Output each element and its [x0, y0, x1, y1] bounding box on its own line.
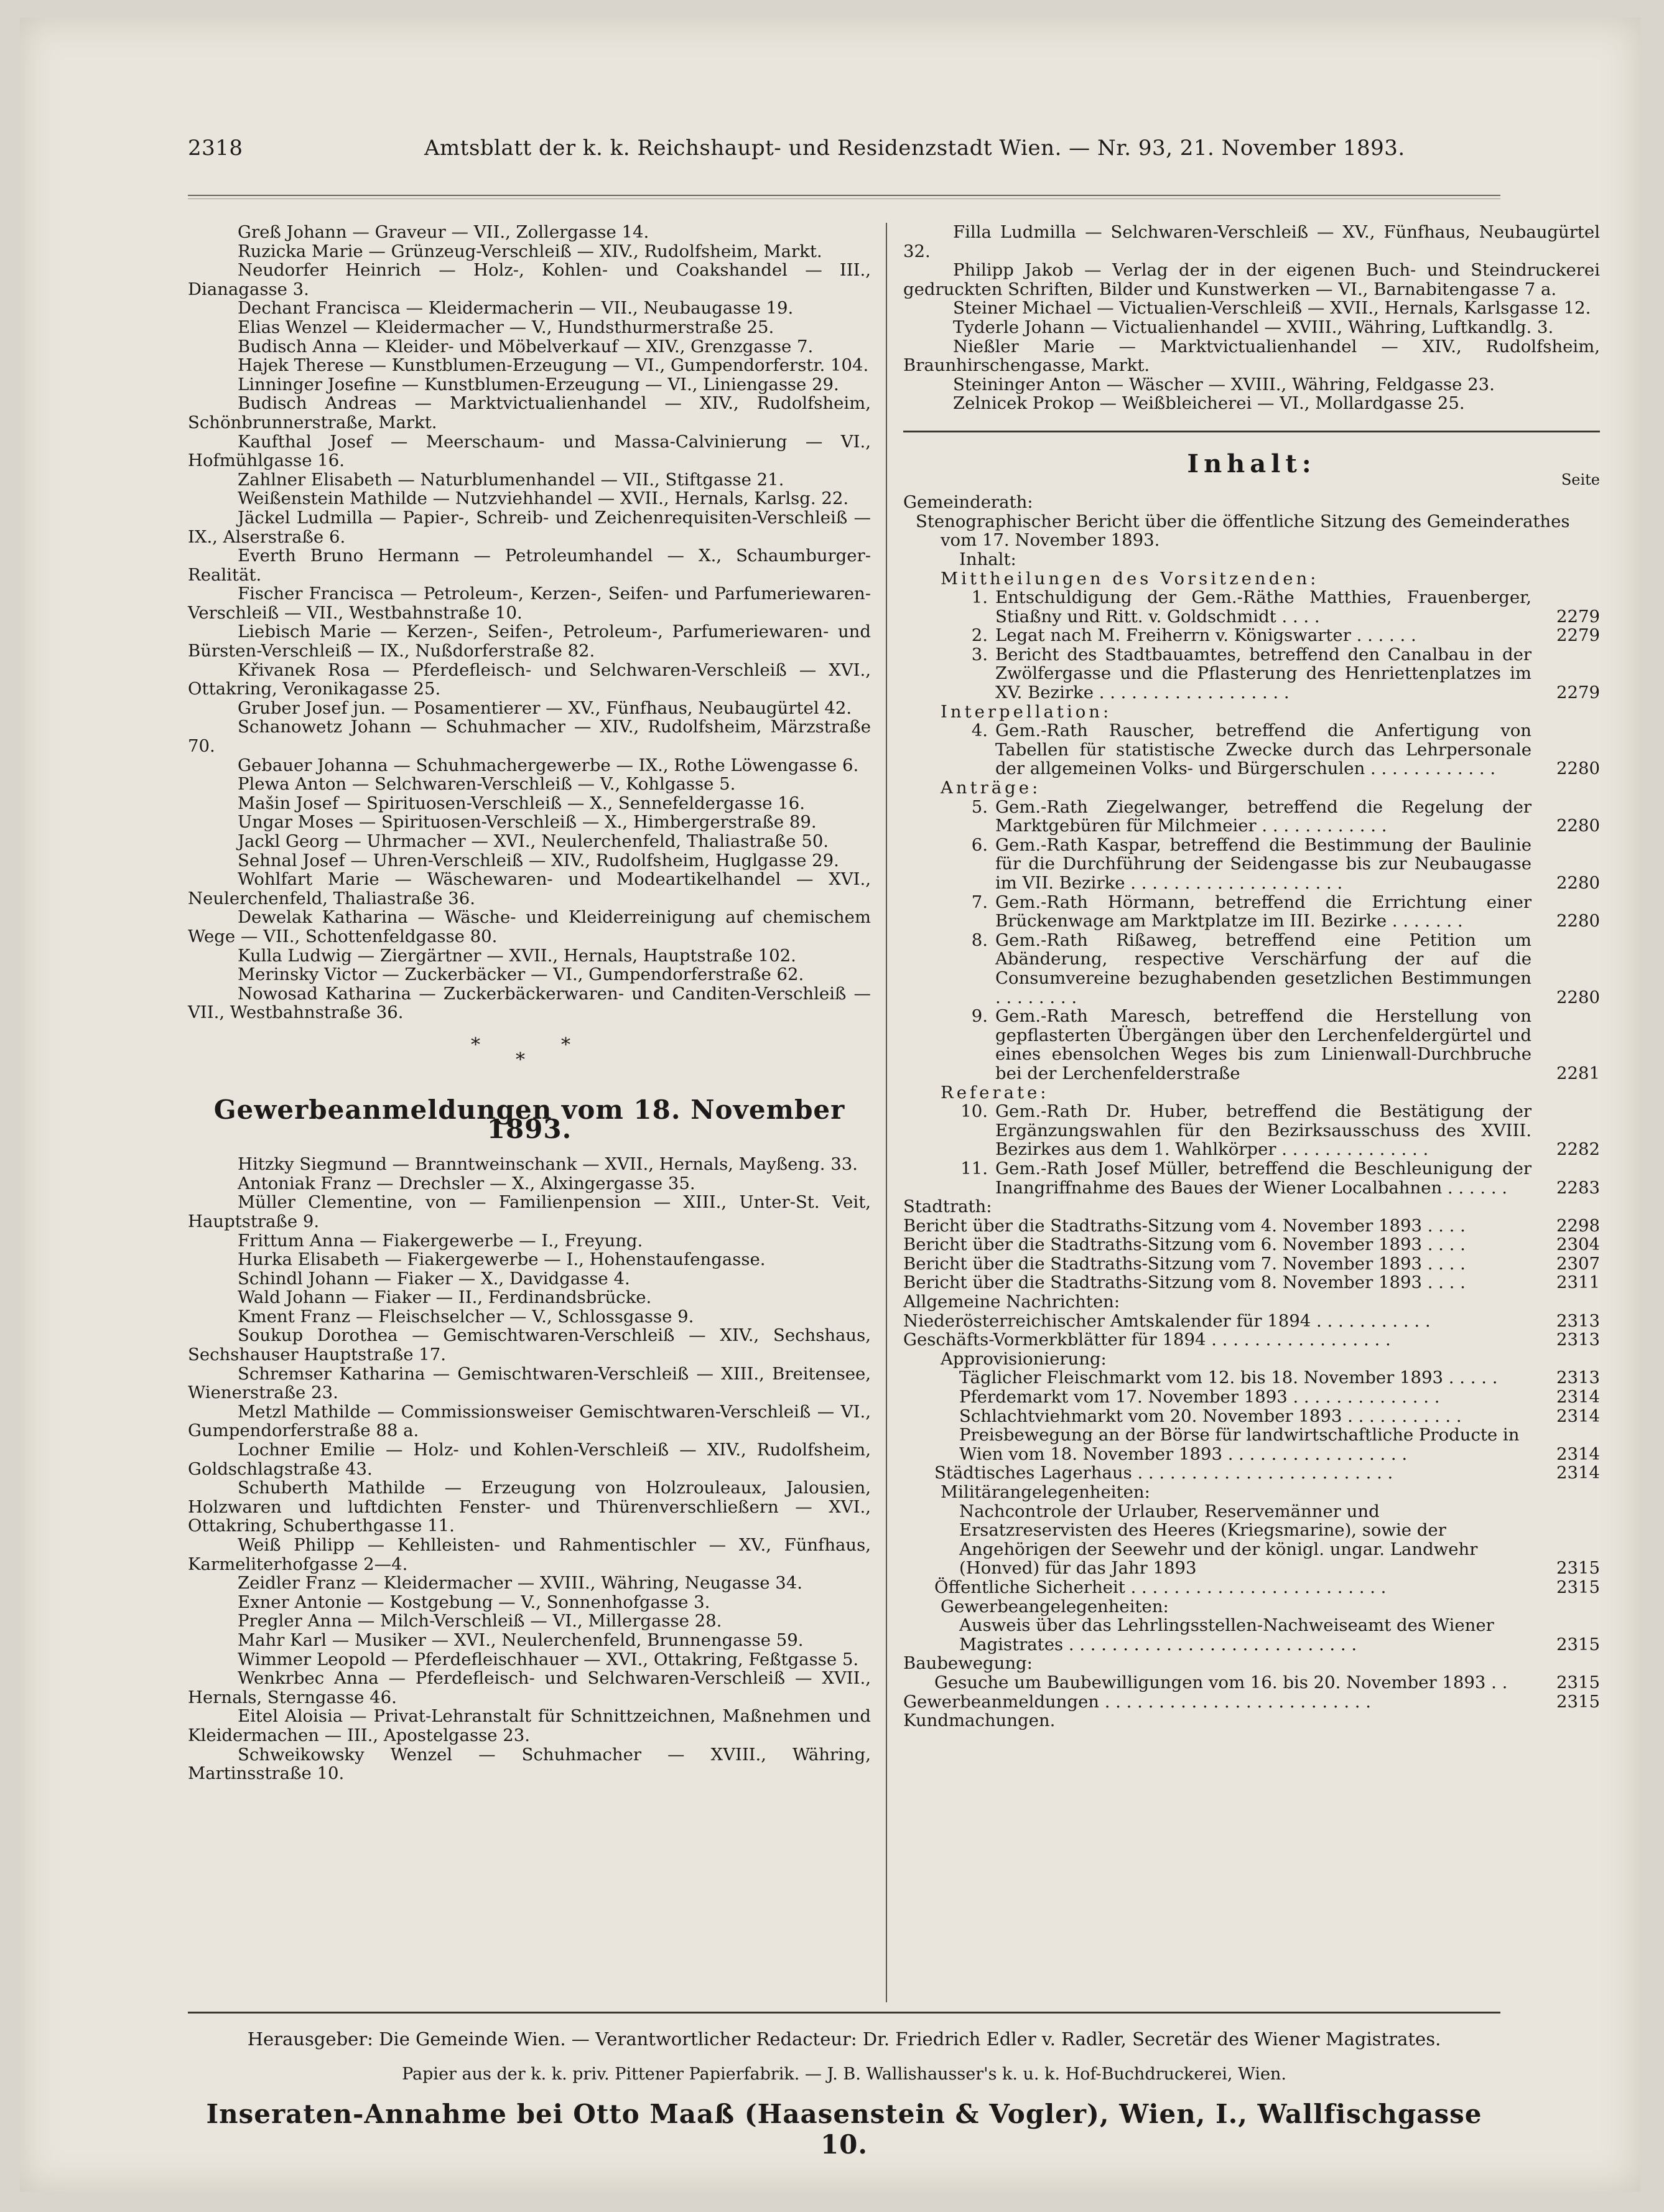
list-item: Merinsky Victor — Zuckerbäcker — VI., Gumpendorferstraße 62. — [238, 964, 804, 985]
list-item: Kulla Ludwig — Ziergärtner — XVII., Hernals, Hauptstraße 102. — [238, 945, 796, 966]
list-item: Linninger Josefine — Kunstblumen-Erzeugung — VI., Liniengasse 29. — [238, 374, 839, 394]
toc-heading-baubewegung: Baubewegung: — [903, 1653, 1033, 1674]
list-item: Hajek Therese — Kunstblumen-Erzeugung — VI., Gumpendorferstr. 104. — [238, 355, 869, 376]
list-item: Budisch Anna — Kleider- und Möbelverkauf — XIV., Grenzgasse 7. — [238, 336, 814, 357]
list-item: Křivanek Rosa — Pferdefleisch- und Selchwaren-Verschleiß — XVI., Ottakring, Veronikagasse 25. — [188, 660, 871, 699]
right-column — [903, 223, 1600, 1730]
toc-item: Öffentliche Sicherheit . . . . . . . . . . . . . . . . . . . . . . . . 2315 — [934, 1577, 1600, 1597]
newspaper-page — [20, 17, 1640, 2192]
toc-heading-gewerbe: Gewerbeangelegenheiten: — [941, 1596, 1169, 1617]
footer-advertising: Inseraten-Annahme bei Otto Maaß (Haasenstein & Vogler), Wien, I., Wallfischgasse 10. — [206, 2099, 1482, 2160]
list-item: Jäckel Ludmilla — Papier-, Schreib- und Zeichenrequisiten-Verschleiß — IX., Alserstraße 6. — [188, 507, 871, 547]
running-head — [188, 136, 1500, 173]
page-title: Amtsblatt der k. k. Reichshaupt- und Residenzstadt Wien. — Nr. 93, 21. November 1893. — [424, 136, 1405, 161]
toc-item: 9. Gem.-Rath Maresch, betreffend die Herstellung von gepflasterten Übergängen über den Lerchenfeldergürtel und eines ebensolchen Weges bis zum Linienwall-Durchbruche bei der Lerchenfelderstraße 2281 — [971, 1006, 1600, 1083]
list-item: Neudorfer Heinrich — Holz-, Kohlen- und Coakshandel — III., Dianagasse 3. — [188, 260, 871, 299]
toc-heading-antraege: Anträge: — [941, 778, 1041, 798]
toc-item: 3. Bericht des Stadtbauamtes, betreffend den Canalbau in der Zwölfergasse und die Pflasterung des Henriettenplatzes im XV. Bezirke . . . . . . . . . . . . . . . . . . 2279 — [971, 644, 1600, 703]
toc-heading-referate: Referate: — [941, 1082, 1049, 1103]
list-item: Philipp Jakob — Verlag der in der eigenen Buch- und Steindruckerei gedruckten Schriften, Bilder und Kunstwerken — VI., Barnabitengasse 7 a. — [903, 260, 1600, 299]
toc-item: 10. Gem.-Rath Dr. Huber, betreffend die Bestätigung der Ergänzungswahlen für den Bezirksausschuss des XVIII. Bezirkes aus dem 1. Wahlkörper . . . . . . . . . . . . . . 2282 — [960, 1101, 1600, 1160]
list-item: Zeidler Franz — Kleidermacher — XVIII., Währing, Neugasse 34. — [238, 1573, 802, 1594]
toc-seite-label: Seite — [1561, 470, 1600, 488]
list-item: Hurka Elisabeth — Fiakergewerbe — I., Hohenstaufengasse. — [238, 1249, 766, 1270]
toc-item: 5. Gem.-Rath Ziegelwanger, betreffend die Regelung der Marktgebüren für Milchmeier . . . . . . . . . . . . 2280 — [971, 796, 1600, 836]
footer-publisher: Herausgeber: Die Gemeinde Wien. — Verantwortlicher Redacteur: Dr. Friedrich Edler v. Radler, Secretär des Wiener Magistrates. — [247, 2028, 1441, 2050]
list-item: Zelnicek Prokop — Weißbleicherei — VI., Mollardgasse 25. — [953, 393, 1465, 414]
list-item: Jackl Georg — Uhrmacher — XVI., Neulerchenfeld, Thaliastraße 50. — [238, 831, 829, 851]
toc-item: 6. Gem.-Rath Kaspar, betreffend die Bestimmung der Baulinie für die Durchführung der Seidengasse bis zur Neubaugasse im VII. Bezirke . . . . . . . . . . . . . . . . . . . . 2280 — [971, 834, 1600, 893]
toc-item: 4. Gem.-Rath Rauscher, betreffend die Anfertigung von Tabellen für statistische Zwecke durch das Lehrpersonale der allgemeinen Volks- und Bürgerschulen . . . . . . . . . . . . 2280 — [971, 721, 1600, 779]
list-item: Dechant Francisca — Kleidermacherin — VII., Neubaugasse 19. — [238, 298, 794, 319]
toc-item: 7. Gem.-Rath Hörmann, betreffend die Errichtung einer Brückenwage am Marktplatze im III. Bezirke . . . . . . . 2280 — [971, 892, 1600, 931]
toc-item: Bericht über die Stadtraths-Sitzung vom 4. November 1893 . . . . 2298 — [903, 1215, 1600, 1236]
section-divider — [903, 431, 1600, 432]
list-item: Exner Antonie — Kostgebung — V., Sonnenhofgasse 3. — [238, 1592, 710, 1612]
list-item: Weiß Philipp — Kehlleisten- und Rahmentischler — XV., Fünfhaus, Karmeliterhofgasse 2—4. — [188, 1535, 871, 1574]
section-stars: * * * — [471, 1034, 570, 1071]
toc-item: Ausweis über das Lehrlingsstellen-Nachweiseamt des Wiener Magistrates . . . . . . . . . . . . . . . . . . . . . . . . . . . 2315 — [959, 1615, 1600, 1654]
list-item: Steininger Anton — Wäscher — XVIII., Währing, Feldgasse 23. — [953, 374, 1495, 394]
toc-heading-approvisionierung: Approvisionierung: — [941, 1348, 1107, 1369]
toc-heading-stadtrath: Stadtrath: — [903, 1197, 992, 1217]
list-item: Wald Johann — Fiaker — II., Ferdinandsbrücke. — [238, 1287, 652, 1308]
toc-interpellation-list — [903, 721, 1600, 778]
toc-item: Pferdemarkt vom 17. November 1893 . . . . . . . . . . . . . . 2314 — [959, 1387, 1600, 1407]
toc-item: 2. Legat nach M. Freiherrn v. Königswarter . . . . . . 2279 — [971, 625, 1600, 646]
list-item: Liebisch Marie — Kerzen-, Seifen-, Petroleum-, Parfumeriewaren- und Bürsten-Verschleiß — IX., Nußdorferstraße 82. — [188, 622, 871, 661]
list-item: Filla Ludmilla — Selchwaren-Verschleiß — XV., Fünfhaus, Neubaugürtel 32. — [903, 222, 1600, 261]
toc-heading-gemeinderath: Gemeinderath: — [903, 492, 1033, 513]
left-column — [188, 223, 871, 1783]
toc-allgemeine-list — [903, 1312, 1600, 1350]
column-divider — [886, 223, 887, 2002]
list-item: Sehnal Josef — Uhren-Verschleiß — XIV., Rudolfsheim, Huglgasse 29. — [238, 850, 839, 870]
toc-item: Preisbewegung an der Börse für landwirtschaftliche Producte in Wien vom 18. November 1893 . . . . . . . . . . . . . . . . . 2314 — [959, 1425, 1600, 1464]
list-item: Kaufthal Josef — Meerschaum- und Massa-Calvinierung — VI., Hofmühlgasse 16. — [188, 431, 871, 471]
toc-item: Täglicher Fleischmarkt vom 12. bis 18. November 1893 . . . . . 2313 — [959, 1368, 1600, 1388]
list-item: Nowosad Katharina — Zuckerbäckerwaren- und Canditen-Verschleiß — VII., Westbahnstraße 36. — [188, 983, 871, 1023]
list-item: Plewa Anton — Selchwaren-Verschleiß — V., Kohlgasse 5. — [238, 774, 736, 795]
list-item: Eitel Aloisia — Privat-Lehranstalt für Schnittzeichnen, Maßnehmen und Kleidermachen — III., Apostelgasse 23. — [188, 1706, 871, 1745]
list-item: Ungar Moses — Spirituosen-Verschleiß — X., Himbergerstraße 89. — [238, 812, 817, 833]
list-item: Greß Johann — Graveur — VII., Zollergasse 14. — [238, 222, 649, 242]
toc-heading-allgemeine: Allgemeine Nachrichten: — [903, 1292, 1120, 1312]
page-number: 2318 — [188, 136, 243, 161]
section-title: Gewerbeanmeldungen vom 18. November 1893. — [213, 1094, 845, 1144]
list-item: Dewelak Katharina — Wäsche- und Kleiderreinigung auf chemischem Wege — VII., Schottenfeldgasse 80. — [188, 907, 871, 946]
list-item: Lochner Emilie — Holz- und Kohlen-Verschleiß — XIV., Rudolfsheim, Goldschlagstraße 43. — [188, 1440, 871, 1479]
toc-approvisionierung-list — [903, 1368, 1600, 1463]
toc-item: Geschäfts-Vormerkblätter für 1894 . . . . . . . . . . . . . . . . . 2313 — [903, 1330, 1600, 1350]
footer-rule — [188, 2012, 1500, 2014]
list-item: Müller Clementine, von — Familienpension — XIII., Unter-St. Veit, Hauptstraße 9. — [188, 1192, 871, 1231]
toc-mittheilungen-list — [903, 588, 1600, 702]
toc-item: Schlachtviehmarkt vom 20. November 1893 . . . . . . . . . . . 2314 — [959, 1406, 1600, 1426]
toc-item: Bericht über die Stadtraths-Sitzung vom 7. November 1893 . . . . 2307 — [903, 1253, 1600, 1274]
list-item: Wenkrbec Anna — Pferdefleisch- und Selchwaren-Verschleiß — XVII., Hernals, Sterngasse 46. — [188, 1668, 871, 1707]
toc-item: Gesuche um Baubewilligungen vom 16. bis 20. November 1893 . . 2315 — [934, 1672, 1600, 1692]
list-item: Schindl Johann — Fiaker — X., Davidgasse 4. — [238, 1268, 630, 1289]
toc-steno: Stenographischer Bericht über die öffentliche Sitzung des Gemeinderathes vom 17. November 1893. — [916, 511, 1570, 551]
list-item: Fischer Francisca — Petroleum-, Kerzen-, Seifen- und Parfumeriewaren-Verschleiß — VII., Westbahnstraße 10. — [188, 584, 871, 623]
toc-heading-mittheilungen: Mittheilungen des Vorsitzenden: — [941, 568, 1319, 589]
list-item: Mahr Karl — Musiker — XVI., Neulerchenfeld, Brunnengasse 59. — [238, 1630, 804, 1650]
toc-item: Bericht über die Stadtraths-Sitzung vom 6. November 1893 . . . . 2304 — [903, 1234, 1600, 1255]
footer-printer: Papier aus der k. k. priv. Pittener Papierfabrik. — J. B. Wallishausser's k. u. k. Hof-Buchdruckerei, Wien. — [402, 2065, 1286, 2084]
list-item: Frittum Anna — Fiakergewerbe — I., Freyung. — [238, 1230, 643, 1251]
list-item: Zahlner Elisabeth — Naturblumenhandel — VII., Stiftgasse 21. — [238, 469, 784, 490]
list-item: Pregler Anna — Milch-Verschleiß — VI., Millergasse 28. — [238, 1611, 722, 1631]
list-item: Elias Wenzel — Kleidermacher — V., Hundsthurmerstraße 25. — [238, 317, 774, 337]
toc-item: Bericht über die Stadtraths-Sitzung vom 8. November 1893 . . . . 2311 — [903, 1272, 1600, 1293]
toc-referate-list — [903, 1102, 1600, 1197]
toc-antraege-list — [903, 798, 1600, 1083]
toc-heading-interpellation: Interpellation: — [941, 701, 1112, 722]
list-item: Schremser Katharina — Gemischtwaren-Verschleiß — XIII., Breitensee, Wienerstraße 23. — [188, 1363, 871, 1403]
list-item: Metzl Mathilde — Commissionsweiser Gemischtwaren-Verschleiß — VI., Gumpendorferstraße 88 a. — [188, 1401, 871, 1441]
toc-item: Städtisches Lagerhaus . . . . . . . . . . . . . . . . . . . . . . . . 2314 — [934, 1463, 1600, 1483]
toc-inhalt: Inhalt: — [959, 549, 1016, 569]
toc-stadtrath-list — [903, 1216, 1600, 1292]
list-item: Schanowetz Johann — Schuhmacher — XIV., Rudolfsheim, Märzstraße 70. — [188, 717, 871, 757]
list-item: Weißenstein Mathilde — Nutzviehhandel — XVII., Hernals, Karlsg. 22. — [238, 488, 849, 509]
list-item: Everth Bruno Hermann — Petroleumhandel — X., Schaumburger-Realität. — [188, 546, 871, 585]
list-item: Ruzicka Marie — Grünzeug-Verschleiß — XIV., Rudolfsheim, Markt. — [238, 241, 822, 261]
gewerbe-list-right — [903, 223, 1600, 413]
toc-title: Inhalt: — [1187, 449, 1316, 478]
toc-heading-militaer: Militärangelegenheiten: — [941, 1482, 1150, 1502]
list-item: Schweikowsky Wenzel — Schuhmacher — XVIII., Währing, Martinsstraße 10. — [188, 1744, 871, 1784]
list-item: Hitzky Siegmund — Branntweinschank — XVII., Hernals, Mayßeng. 33. — [238, 1154, 858, 1175]
toc-item: 8. Gem.-Rath Rißaweg, betreffend eine Petition um Abänderung, respective Verschärfung der auf die Consumvereine bezughabenden gesetzlichen Bestimmungen . . . . . . . . 2280 — [971, 930, 1600, 1007]
list-item: Soukup Dorothea — Gemischtwaren-Verschleiß — XIV., Sechshaus, Sechshauser Hauptstraße 17. — [188, 1325, 871, 1365]
toc-item: Niederösterreichischer Amtskalender für 1894 . . . . . . . . . . . 2313 — [903, 1310, 1600, 1331]
list-item: Budisch Andreas — Marktvictualienhandel — XIV., Rudolfsheim, Schönbrunnerstraße, Markt. — [188, 393, 871, 432]
list-item: Gruber Josef jun. — Posamentierer — XV., Fünfhaus, Neubaugürtel 42. — [238, 698, 852, 718]
toc-item: 1. Entschuldigung der Gem.-Räthe Matthies, Frauenberger, Stiaßny und Ritt. v. Goldschmidt . . . . 2279 — [971, 587, 1600, 627]
list-item: Tyderle Johann — Victualienhandel — XVIII., Währing, Luftkandlg. 3. — [953, 317, 1554, 337]
toc-item: Gewerbeanmeldungen . . . . . . . . . . . . . . . . . . . . . . . . . 2315 — [903, 1691, 1600, 1712]
toc-item: 11. Gem.-Rath Josef Müller, betreffend die Beschleunigung der Inangriffnahme des Baues der Wiener Localbahnen . . . . . . 2283 — [960, 1158, 1600, 1198]
list-item: Nießler Marie — Marktvictualienhandel — XIV., Rudolfsheim, Braunhirschengasse, Markt. — [903, 336, 1600, 376]
list-item: Kment Franz — Fleischselcher — V., Schlossgasse 9. — [238, 1306, 694, 1327]
toc-item: Nachcontrole der Urlauber, Reservemänner und Ersatzreservisten des Heeres (Kriegsmarine), sowie der Angehörigen der Seewehr und der königl. ungar. Landwehr (Honved) für das Jahr 1893 2315 — [959, 1501, 1600, 1579]
list-item: Schuberth Mathilde — Erzeugung von Holzrouleaux, Jalousien, Holzwaren und luftdichten Fenster- und Thürenverschließern — XVI., Ottakring, Schuberthgasse 11. — [188, 1478, 871, 1536]
toc-heading-kundmachungen: Kundmachungen. — [903, 1710, 1056, 1731]
list-item: Steiner Michael — Victualien-Verschleiß — XVII., Hernals, Karlsgasse 12. — [953, 298, 1591, 319]
list-item: Gebauer Johanna — Schuhmachergewerbe — IX., Rothe Löwengasse 6. — [238, 755, 859, 775]
list-item: Mašin Josef — Spirituosen-Verschleiß — X., Sennefeldergasse 16. — [238, 793, 805, 813]
list-item: Wimmer Leopold — Pferdefleischhauer — XVI., Ottakring, Feßtgasse 5. — [238, 1649, 859, 1669]
list-item: Wohlfart Marie — Wäschewaren- und Modeartikelhandel — XVI., Neulerchenfeld, Thaliastraße 36. — [188, 869, 871, 908]
header-rule — [188, 195, 1500, 199]
gewerbeanmeldungen-list — [188, 1155, 871, 1783]
list-item: Antoniak Franz — Drechsler — X., Alxingergasse 35. — [238, 1173, 695, 1193]
gewerbe-list-continued — [188, 223, 871, 1022]
